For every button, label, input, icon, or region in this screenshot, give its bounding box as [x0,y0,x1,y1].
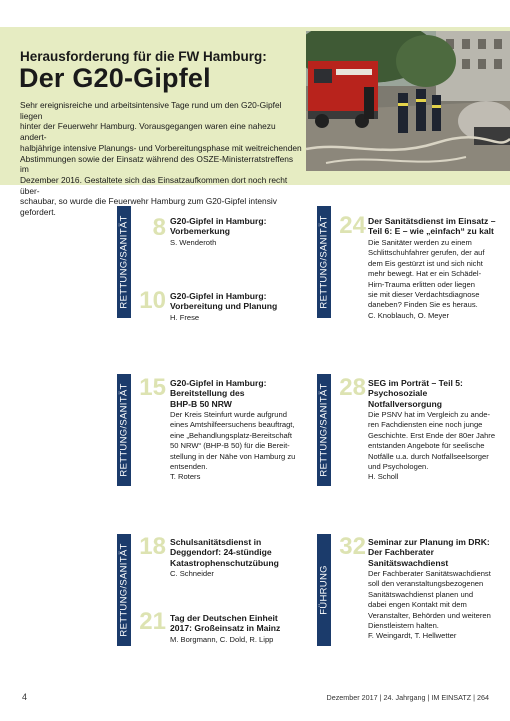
category-bar [117,534,130,646]
body-line: dem Eis gestürzt ist und sich nicht [368,258,483,268]
intro-line: Sehr ereignisreiche und arbeitsintensive Tage rund um den G20-Gipfel liegen [20,100,282,121]
category-bar [317,534,330,646]
body-line: ren Fachdiensten eine noch junge [368,420,483,430]
toc-entry-title[interactable] [170,291,300,312]
intro-line: Abstimmungen sowie der Einsatz während des OSZE-Ministerratstreffens im [20,153,294,175]
category-label: RETTUNG/SANITÄT [118,543,129,637]
body-line: soll den veranstaltungsbezogenen [368,579,484,589]
body-line: Notfälle u.a. durch Notfallseelsorger [368,451,489,461]
header-photo [306,31,510,171]
body-line: Hirn-Trauma erlitten oder liegen [368,279,475,289]
toc-entry-author: H. Scholl [368,472,399,482]
title-line: Deggendorf: 24-stündige [170,547,272,558]
page-number-ref: 21 [139,608,166,635]
page-number-ref: 18 [139,533,166,560]
toc-entry-body [368,238,508,321]
body-line: Veranstalter, Behörden und weiteren [368,610,491,620]
intro-line: halbjährige intensive Planungs- und Vorbereitungsphase mit weitreichenden [20,142,302,153]
toc-entry-author: S. Wenderoth [170,238,217,247]
toc-entry-title[interactable] [170,613,310,634]
body-line: eines Amtshilfeersuchens beauftragt, [170,420,295,430]
intro-line: hinter der Feuerwehr Hamburg. Vorausgegangen waren eine nahezu andert- [20,121,276,143]
body-line: entsenden. [170,462,208,472]
toc-entry-author: C. Knoblauch, O. Meyer [368,310,450,320]
title-line: Katastrophenschutzübung [170,557,279,568]
toc-entry-author: H. Frese [170,313,200,322]
title-line: Bereitstellung des [170,388,245,399]
body-line: Die PSNV hat im Vergleich zu ande- [368,410,490,419]
intro-line: schaubar, so wurde die Feuerwehr Hamburg zum G20-Gipfel intensiv gefordert. [20,196,277,218]
toc-entry-author: M. Borgmann, C. Dold, R. Lipp [170,635,274,644]
body-line: Der Fachberater Sanitätswachdienst [368,569,491,578]
category-bar [317,206,330,318]
title-line: SEG im Porträt – Teil 5: [368,378,463,388]
body-line: sie mit dieser Verdachtsdiagnose [368,290,480,300]
title-line: G20-Gipfel in Hamburg: [170,216,267,226]
title-line: Tag der Deutschen Einheit [170,613,278,623]
toc-entry-title[interactable] [368,537,508,568]
title-line: Der Fachberater [368,547,434,558]
toc-entry-author: F. Weingardt, T. Hellwetter [368,631,457,641]
body-line: stellung in der Nähe von Hamburg zu [170,451,296,461]
toc-entry-title[interactable] [170,378,300,409]
body-line: Sanitätswachdienst planen und [368,589,474,599]
page-number-ref: 15 [139,374,166,401]
body-line: Geschichte. Erst Ende der 80er Jahre [368,430,496,440]
body-line: 50 NRW“ (BHP-B 50) für die Bereit- [170,441,290,451]
body-line: mehr bewegt. Hat er ein Schädel- [368,269,482,279]
title-line: Schulsanitätsdienst in [170,537,262,547]
page-number-ref: 10 [139,287,166,314]
category-label: FÜHRUNG [318,565,329,615]
body-line: dabei engen Kontakt mit dem [368,600,467,610]
toc-entry-body [368,569,508,642]
body-line: entstanden Angebote für seelische [368,441,485,451]
page-number-ref: 24 [339,212,366,239]
category-label: RETTUNG/SANITÄT [318,383,329,477]
page-number-ref: 28 [339,374,366,401]
title-line: Notfallversorgung [368,398,443,409]
category-bar [117,206,130,318]
title-line: Seminar zur Planung im DRK: [368,537,490,547]
toc-entry-title[interactable] [368,378,508,409]
category-label: RETTUNG/SANITÄT [118,215,129,309]
issue-info: Dezember 2017 | 24. Jahrgang | IM EINSATZ | 264 [326,693,489,702]
toc-entry-body [170,410,304,483]
toc-entry-author: T. Roters [170,472,201,482]
toc-entry-title[interactable] [170,216,300,237]
page-number-ref: 32 [339,533,366,560]
body-line: eine „Behandlungsplatz-Bereitschaft [170,430,292,440]
firefighters-scene-image [306,31,510,171]
body-line: und Psychologen. [368,462,429,472]
intro-line: Dezember 2016. Gestaltete sich das Einsatzaufkommen dort noch recht über- [20,174,288,196]
title-line: Der Sanitätsdienst im Einsatz – [368,216,496,226]
title-line: Sanitätswachdienst [368,557,449,568]
toc-entry-body [368,410,508,483]
page-number: 4 [22,692,28,702]
title-line: G20-Gipfel in Hamburg: [170,378,267,388]
toc-entry-title[interactable] [368,216,508,237]
title-line: Teil 6: E – wie „einfach“ zu kalt [368,226,494,237]
toc-entry-title[interactable] [170,537,300,568]
body-line: daneben? Finden Sie es heraus. [368,300,478,310]
toc-entry-author: C. Schneider [170,569,214,578]
body-line: Der Kreis Steinfurt wurde aufgrund [170,410,287,419]
article-intro [20,100,304,218]
title-line: Psychosoziale [368,388,428,399]
title-line: Vorbereitung und Planung [170,301,278,312]
body-line: Die Sanitäter werden zu einem [368,238,472,247]
category-bar [117,374,130,486]
title-line: G20-Gipfel in Hamburg: [170,291,267,301]
category-label: RETTUNG/SANITÄT [118,383,129,477]
article-headline: Der G20-Gipfel [19,63,211,93]
title-line: 2017: Großeinsatz in Mainz [170,623,281,634]
article-kicker: Herausforderung für die FW Hamburg: [20,49,267,64]
body-line: Schlittschuhfahrer gerufen, der auf [368,248,485,258]
title-line: Vorbemerkung [170,226,231,237]
category-bar [317,374,330,486]
body-line: Dienstleistern halten. [368,621,439,631]
title-line: BHP-B 50 NRW [170,398,232,409]
category-label: RETTUNG/SANITÄT [318,215,329,309]
page-number-ref: 8 [152,214,166,241]
